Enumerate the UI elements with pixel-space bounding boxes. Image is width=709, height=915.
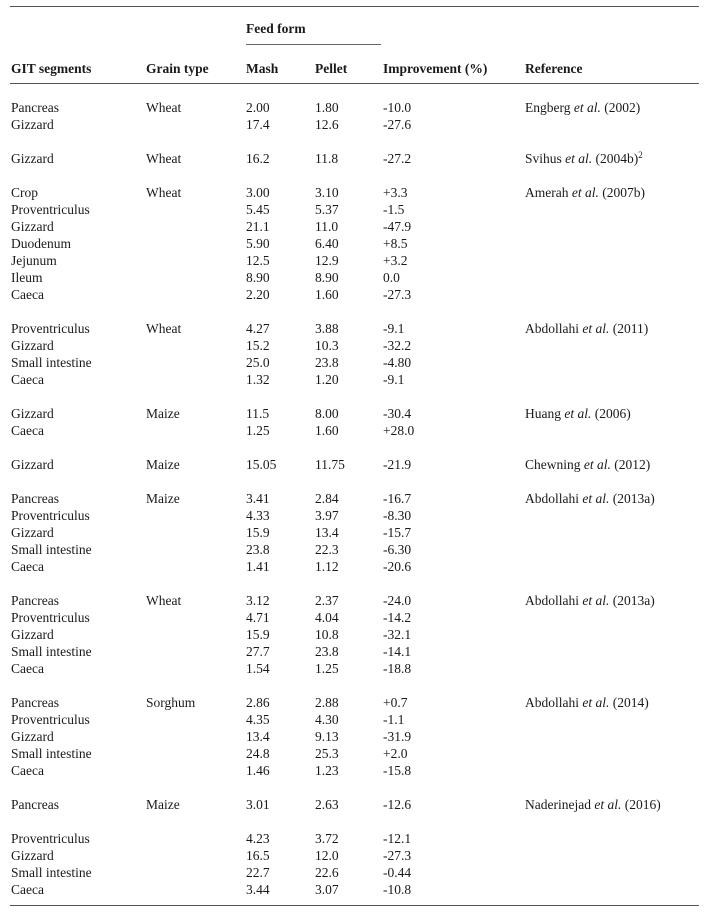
table-row xyxy=(0,745,709,762)
cell-grain-type: Wheat xyxy=(146,100,182,115)
table-row xyxy=(0,269,709,286)
cell-mash: 21.1 xyxy=(246,219,270,234)
cell-pellet: 10.3 xyxy=(315,338,339,353)
reference-author: Abdollahi xyxy=(525,321,579,336)
cell-mash: 1.54 xyxy=(246,661,270,676)
cell-improvement: -27.6 xyxy=(383,117,412,132)
table-row xyxy=(0,456,709,473)
cell-git-segment: Small intestine xyxy=(11,865,92,880)
cell-improvement: -15.8 xyxy=(383,763,412,778)
reference-et-al: et al. xyxy=(583,457,611,472)
cell-improvement: -1.1 xyxy=(383,712,405,727)
cell-git-segment: Duodenum xyxy=(11,236,71,251)
reference-year: (2007b) xyxy=(602,185,645,200)
cell-improvement: -31.9 xyxy=(383,729,412,744)
cell-git-segment: Small intestine xyxy=(11,355,92,370)
table-row xyxy=(0,201,709,218)
cell-pellet: 1.80 xyxy=(315,100,339,115)
cell-reference xyxy=(525,592,655,609)
table-row xyxy=(0,337,709,354)
cell-git-segment: Caeca xyxy=(11,559,44,574)
cell-pellet: 3.10 xyxy=(315,185,339,200)
cell-pellet: 8.00 xyxy=(315,406,339,421)
cell-improvement: +3.2 xyxy=(383,253,408,268)
cell-improvement: -14.2 xyxy=(383,610,412,625)
reference-author: Huang xyxy=(525,406,561,421)
reference-author: Abdollahi xyxy=(525,491,579,506)
cell-git-segment: Proventriculus xyxy=(11,321,90,336)
header-grain-type: Grain type xyxy=(146,61,209,76)
cell-pellet: 10.8 xyxy=(315,627,339,642)
cell-pellet: 3.72 xyxy=(315,831,339,846)
reference-year: (2012) xyxy=(614,457,651,472)
cell-mash: 3.44 xyxy=(246,882,270,897)
cell-reference xyxy=(525,405,631,422)
cell-improvement: -10.0 xyxy=(383,100,412,115)
cell-git-segment: Pancreas xyxy=(11,695,59,710)
cell-improvement: -27.3 xyxy=(383,287,412,302)
table-row xyxy=(0,507,709,524)
reference-et-al: et al. xyxy=(582,695,610,710)
cell-mash: 1.32 xyxy=(246,372,270,387)
cell-pellet: 8.90 xyxy=(315,270,339,285)
feed-form-underline xyxy=(246,44,381,45)
cell-pellet: 4.30 xyxy=(315,712,339,727)
cell-improvement: -15.7 xyxy=(383,525,412,540)
cell-mash: 25.0 xyxy=(246,355,270,370)
cell-improvement: -8.30 xyxy=(383,508,412,523)
cell-mash: 3.00 xyxy=(246,185,270,200)
cell-improvement: +8.5 xyxy=(383,236,408,251)
reference-author: Naderinejad xyxy=(525,797,591,812)
cell-mash: 5.45 xyxy=(246,202,270,217)
cell-reference xyxy=(525,320,648,337)
cell-reference xyxy=(525,796,661,813)
cell-pellet: 12.6 xyxy=(315,117,339,132)
table-row xyxy=(0,711,709,728)
table-row xyxy=(0,728,709,745)
cell-grain-type: Maize xyxy=(146,457,180,472)
cell-grain-type: Wheat xyxy=(146,151,182,166)
table-row xyxy=(0,320,709,337)
cell-improvement: -21.9 xyxy=(383,457,412,472)
cell-pellet: 2.84 xyxy=(315,491,339,506)
header-improvement: Improvement (%) xyxy=(383,61,488,76)
cell-improvement: -32.1 xyxy=(383,627,412,642)
cell-git-segment: Pancreas xyxy=(11,593,59,608)
reference-year: (2004b) xyxy=(595,151,639,166)
table-row xyxy=(0,116,709,133)
table-row xyxy=(0,99,709,116)
table-row xyxy=(0,694,709,711)
cell-git-segment: Pancreas xyxy=(11,491,59,506)
table-row xyxy=(0,796,709,813)
cell-pellet: 1.20 xyxy=(315,372,339,387)
cell-git-segment: Caeca xyxy=(11,423,44,438)
reference-year: (2013a) xyxy=(612,491,655,506)
cell-mash: 15.2 xyxy=(246,338,270,353)
table-row xyxy=(0,558,709,575)
cell-improvement: -27.2 xyxy=(383,151,412,166)
cell-mash: 15.05 xyxy=(246,457,277,472)
cell-git-segment: Jejunum xyxy=(11,253,57,268)
header-reference: Reference xyxy=(525,61,583,76)
reference-et-al: et al. xyxy=(565,151,593,166)
reference-author: Abdollahi xyxy=(525,593,579,608)
reference-et-al: et al. xyxy=(582,491,610,506)
cell-pellet: 1.12 xyxy=(315,559,339,574)
cell-git-segment: Pancreas xyxy=(11,797,59,812)
cell-pellet: 4.04 xyxy=(315,610,339,625)
cell-git-segment: Ileum xyxy=(11,270,43,285)
cell-git-segment: Gizzard xyxy=(11,219,54,234)
cell-pellet: 12.0 xyxy=(315,848,339,863)
cell-mash: 12.5 xyxy=(246,253,270,268)
cell-grain-type: Maize xyxy=(146,491,180,506)
cell-git-segment: Gizzard xyxy=(11,729,54,744)
cell-pellet: 2.37 xyxy=(315,593,339,608)
header-bottom-rule xyxy=(10,83,699,84)
cell-mash: 27.7 xyxy=(246,644,270,659)
cell-pellet: 1.25 xyxy=(315,661,339,676)
cell-mash: 15.9 xyxy=(246,627,270,642)
table-row xyxy=(0,847,709,864)
reference-author: Engberg xyxy=(525,100,571,115)
cell-pellet: 2.88 xyxy=(315,695,339,710)
cell-git-segment: Gizzard xyxy=(11,338,54,353)
cell-git-segment: Crop xyxy=(11,185,38,200)
cell-pellet: 22.3 xyxy=(315,542,339,557)
table-row xyxy=(0,490,709,507)
cell-grain-type: Maize xyxy=(146,797,180,812)
cell-improvement: -24.0 xyxy=(383,593,412,608)
table-row xyxy=(0,252,709,269)
cell-git-segment: Small intestine xyxy=(11,542,92,557)
cell-git-segment: Proventriculus xyxy=(11,712,90,727)
table-row xyxy=(0,286,709,303)
header-mash: Mash xyxy=(246,61,279,76)
cell-git-segment: Proventriculus xyxy=(11,831,90,846)
reference-et-al: et al. xyxy=(582,593,610,608)
cell-improvement: -16.7 xyxy=(383,491,412,506)
cell-mash: 24.8 xyxy=(246,746,270,761)
cell-git-segment: Gizzard xyxy=(11,525,54,540)
table-row xyxy=(0,660,709,677)
cell-pellet: 1.60 xyxy=(315,287,339,302)
cell-git-segment: Caeca xyxy=(11,763,44,778)
cell-mash: 8.90 xyxy=(246,270,270,285)
reference-year: (2002) xyxy=(604,100,641,115)
cell-git-segment: Proventriculus xyxy=(11,508,90,523)
cell-improvement: -10.8 xyxy=(383,882,412,897)
cell-pellet: 12.9 xyxy=(315,253,339,268)
table-row xyxy=(0,609,709,626)
cell-improvement: 0.0 xyxy=(383,270,400,285)
cell-improvement: +3.3 xyxy=(383,185,408,200)
table-row xyxy=(0,422,709,439)
cell-improvement: -32.2 xyxy=(383,338,412,353)
reference-year: (2006) xyxy=(594,406,631,421)
cell-grain-type: Wheat xyxy=(146,321,182,336)
cell-mash: 3.41 xyxy=(246,491,270,506)
table-row xyxy=(0,150,709,167)
reference-author: Abdollahi xyxy=(525,695,579,710)
table-row xyxy=(0,881,709,898)
cell-mash: 2.86 xyxy=(246,695,270,710)
table-row xyxy=(0,184,709,201)
cell-pellet: 2.63 xyxy=(315,797,339,812)
cell-mash: 15.9 xyxy=(246,525,270,540)
cell-reference xyxy=(525,456,650,473)
table-row xyxy=(0,371,709,388)
cell-git-segment: Gizzard xyxy=(11,627,54,642)
cell-improvement: -4.80 xyxy=(383,355,412,370)
cell-pellet: 5.37 xyxy=(315,202,339,217)
reference-author: Amerah xyxy=(525,185,569,200)
table-row xyxy=(0,541,709,558)
table-row xyxy=(0,626,709,643)
table-row xyxy=(0,592,709,609)
cell-grain-type: Maize xyxy=(146,406,180,421)
cell-git-segment: Proventriculus xyxy=(11,202,90,217)
cell-improvement: -12.6 xyxy=(383,797,412,812)
cell-reference xyxy=(525,694,649,711)
table-row xyxy=(0,762,709,779)
cell-grain-type: Wheat xyxy=(146,185,182,200)
cell-improvement: -9.1 xyxy=(383,321,405,336)
cell-mash: 11.5 xyxy=(246,406,270,421)
cell-pellet: 3.88 xyxy=(315,321,339,336)
table-row xyxy=(0,354,709,371)
cell-pellet: 9.13 xyxy=(315,729,339,744)
table-row xyxy=(0,643,709,660)
cell-git-segment: Caeca xyxy=(11,882,44,897)
cell-mash: 22.7 xyxy=(246,865,270,880)
cell-grain-type: Wheat xyxy=(146,593,182,608)
table-row xyxy=(0,405,709,422)
cell-improvement: -27.3 xyxy=(383,848,412,863)
cell-git-segment: Small intestine xyxy=(11,746,92,761)
cell-pellet: 1.60 xyxy=(315,423,339,438)
cell-mash: 1.41 xyxy=(246,559,270,574)
cell-mash: 16.5 xyxy=(246,848,270,863)
cell-improvement: +28.0 xyxy=(383,423,415,438)
table-top-rule xyxy=(10,6,699,7)
cell-improvement: -18.8 xyxy=(383,661,412,676)
reference-et-al: et al. xyxy=(564,406,592,421)
cell-mash: 17.4 xyxy=(246,117,270,132)
cell-improvement: -14.1 xyxy=(383,644,412,659)
cell-mash: 1.25 xyxy=(246,423,270,438)
cell-improvement: -47.9 xyxy=(383,219,412,234)
cell-git-segment: Gizzard xyxy=(11,457,54,472)
header-git-segments: GIT segments xyxy=(11,61,92,76)
table-row xyxy=(0,218,709,235)
cell-improvement: -12.1 xyxy=(383,831,412,846)
cell-mash: 1.46 xyxy=(246,763,270,778)
cell-reference xyxy=(525,490,655,507)
table-row xyxy=(0,524,709,541)
cell-mash: 3.01 xyxy=(246,797,270,812)
cell-git-segment: Proventriculus xyxy=(11,610,90,625)
cell-reference xyxy=(525,99,640,116)
cell-git-segment: Gizzard xyxy=(11,117,54,132)
cell-git-segment: Gizzard xyxy=(11,406,54,421)
cell-mash: 23.8 xyxy=(246,542,270,557)
reference-year: (2014) xyxy=(612,695,649,710)
cell-git-segment: Pancreas xyxy=(11,100,59,115)
table-row xyxy=(0,813,709,830)
table-bottom-rule xyxy=(10,905,699,906)
table-row xyxy=(0,830,709,847)
cell-pellet: 3.97 xyxy=(315,508,339,523)
cell-improvement: -20.6 xyxy=(383,559,412,574)
cell-pellet: 23.8 xyxy=(315,644,339,659)
cell-pellet: 25.3 xyxy=(315,746,339,761)
cell-mash: 2.00 xyxy=(246,100,270,115)
cell-pellet: 22.6 xyxy=(315,865,339,880)
feed-form-group-header: Feed form xyxy=(246,21,306,36)
reference-et-al: et al. xyxy=(594,797,622,812)
cell-improvement: -30.4 xyxy=(383,406,412,421)
reference-year: (2013a) xyxy=(612,593,655,608)
cell-mash: 4.33 xyxy=(246,508,270,523)
cell-improvement: -1.5 xyxy=(383,202,405,217)
cell-pellet: 1.23 xyxy=(315,763,339,778)
cell-improvement: +2.0 xyxy=(383,746,408,761)
cell-mash: 5.90 xyxy=(246,236,270,251)
table-row xyxy=(0,864,709,881)
header-pellet: Pellet xyxy=(315,61,348,76)
cell-git-segment: Small intestine xyxy=(11,644,92,659)
cell-improvement: -6.30 xyxy=(383,542,412,557)
reference-year: (2011) xyxy=(612,321,649,336)
reference-et-al: et al. xyxy=(573,100,601,115)
cell-pellet: 11.0 xyxy=(315,219,339,234)
cell-improvement: +0.7 xyxy=(383,695,408,710)
cell-reference xyxy=(525,150,643,167)
cell-mash: 3.12 xyxy=(246,593,270,608)
reference-author: Chewning xyxy=(525,457,581,472)
reference-footnote-marker: 2 xyxy=(638,150,643,160)
cell-pellet: 3.07 xyxy=(315,882,339,897)
cell-mash: 13.4 xyxy=(246,729,270,744)
cell-pellet: 13.4 xyxy=(315,525,339,540)
cell-mash: 4.35 xyxy=(246,712,270,727)
cell-git-segment: Caeca xyxy=(11,287,44,302)
cell-improvement: -0.44 xyxy=(383,865,412,880)
cell-pellet: 23.8 xyxy=(315,355,339,370)
cell-git-segment: Gizzard xyxy=(11,848,54,863)
cell-mash: 4.23 xyxy=(246,831,270,846)
cell-git-segment: Caeca xyxy=(11,372,44,387)
cell-reference xyxy=(525,184,645,201)
reference-et-al: et al. xyxy=(582,321,610,336)
cell-mash: 16.2 xyxy=(246,151,270,166)
cell-mash: 4.71 xyxy=(246,610,270,625)
cell-pellet: 11.8 xyxy=(315,151,339,166)
cell-pellet: 11.75 xyxy=(315,457,345,472)
cell-improvement: -9.1 xyxy=(383,372,405,387)
reference-year: (2016) xyxy=(624,797,661,812)
reference-author: Svihus xyxy=(525,151,562,166)
cell-git-segment: Gizzard xyxy=(11,151,54,166)
cell-mash: 4.27 xyxy=(246,321,270,336)
table-row xyxy=(0,235,709,252)
cell-pellet: 6.40 xyxy=(315,236,339,251)
reference-et-al: et al. xyxy=(571,185,599,200)
cell-mash: 2.20 xyxy=(246,287,270,302)
cell-git-segment: Caeca xyxy=(11,661,44,676)
cell-grain-type: Sorghum xyxy=(146,695,196,710)
